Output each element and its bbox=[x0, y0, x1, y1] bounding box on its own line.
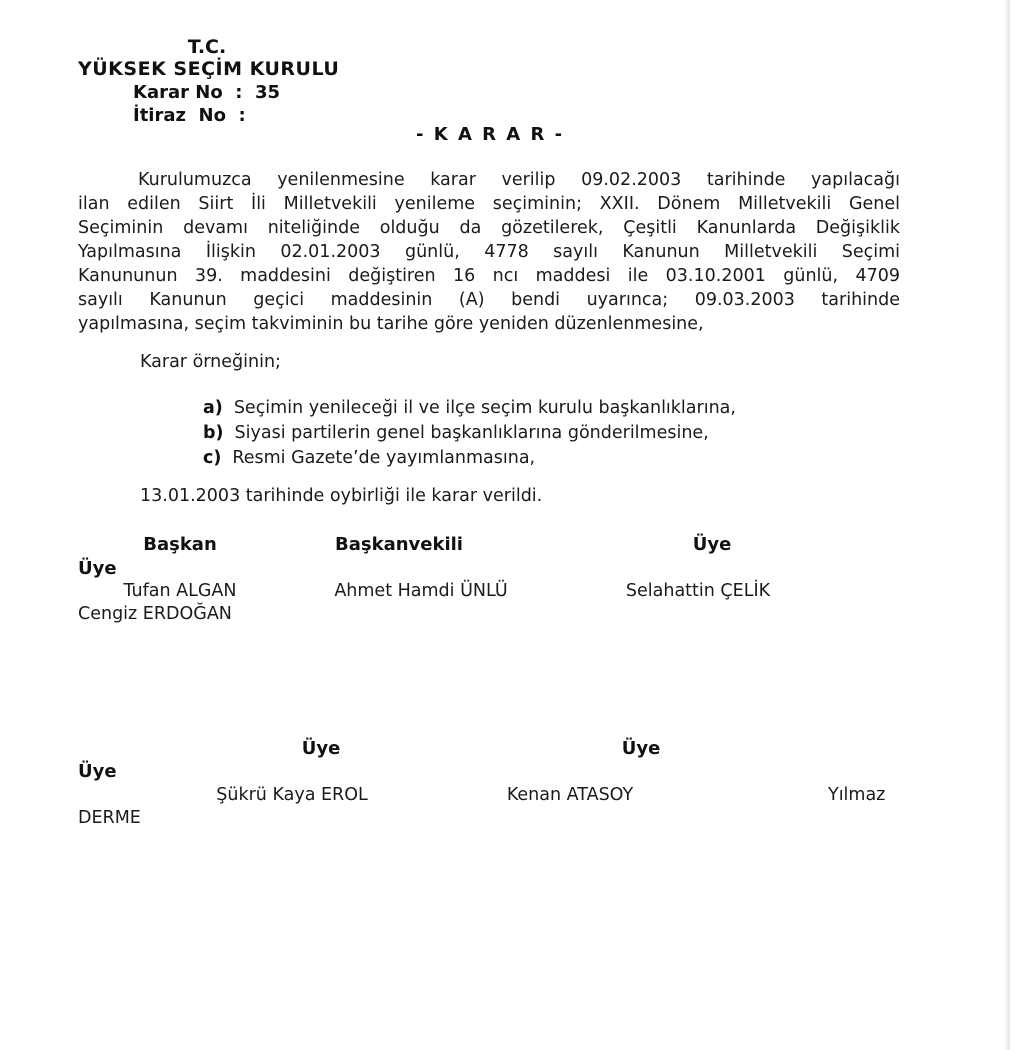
signer-yilmaz: Yılmaz bbox=[828, 785, 886, 805]
signer-tufan-algan: Tufan ALGAN bbox=[123, 581, 237, 601]
role-uye-1: Üye bbox=[692, 534, 732, 555]
list-text-a: Seçimin yenileceği il ve ilçe seçim kurulu başkanlıklarına, bbox=[233, 398, 736, 418]
institution-name: YÜKSEK SEÇİM KURULU bbox=[78, 58, 340, 80]
paragraph-line: ilan edilen Siirt İli Milletvekili yenileme seçiminin; XXII. Dönem Milletvekili Genel bbox=[78, 194, 900, 214]
paragraph-line: Kanununun 39. maddesini değiştiren 16 ncı maddesi ile 03.10.2001 günlü, 4709 bbox=[78, 266, 900, 286]
list-marker-b: b) bbox=[203, 423, 224, 443]
signer-selahattin-celik: Selahattin ÇELİK bbox=[625, 581, 771, 601]
role-baskan: Başkan bbox=[143, 534, 217, 555]
paragraph-line: yapılmasına, seçim takviminin bu tarihe göre yeniden düzenlenmesine, bbox=[78, 314, 704, 334]
role-uye-wrapped-2: Üye bbox=[78, 761, 117, 782]
paragraph-line: Kurulumuzca yenilenmesine karar verilip 09.02.2003 tarihinde yapılacağı bbox=[138, 170, 900, 190]
list-item-c bbox=[203, 446, 736, 471]
distribution-list bbox=[203, 396, 736, 471]
list-item-a bbox=[203, 396, 736, 421]
decision-body-paragraph bbox=[78, 168, 900, 336]
list-text-c: Resmi Gazete’de yayımlanmasına, bbox=[232, 448, 536, 468]
paragraph-line: sayılı Kanunun geçici maddesinin (A) bendi uyarınca; 09.03.2003 tarihinde bbox=[78, 290, 900, 310]
signer-cengiz-erdogan: Cengiz ERDOĞAN bbox=[78, 604, 232, 624]
signer-sukru-kaya-erol: Şükrü Kaya EROL bbox=[216, 785, 368, 805]
page-edge-shadow bbox=[1005, 0, 1010, 1050]
decision-date-line: 13.01.2003 tarihinde oybirliği ile karar verildi. bbox=[140, 486, 543, 506]
paragraph-line: Yapılmasına İlişkin 02.01.2003 günlü, 4778 sayılı Kanunun Milletvekili Seçimi bbox=[78, 242, 900, 262]
role-uye-wrapped-1: Üye bbox=[78, 558, 117, 579]
distribution-intro: Karar örneğinin; bbox=[140, 352, 281, 372]
signer-ahmet-hamdi-unlu: Ahmet Hamdi ÜNLÜ bbox=[334, 581, 508, 601]
decision-number: Karar No : 35 bbox=[133, 82, 281, 103]
signer-kenan-atasoy: Kenan ATASOY bbox=[506, 785, 634, 805]
decision-title: - K A R A R - bbox=[416, 124, 565, 145]
role-uye-2: Üye bbox=[301, 738, 341, 759]
republic-abbreviation: T.C. bbox=[187, 36, 227, 58]
list-text-b: Siyasi partilerin genel başkanlıklarına gönderilmesine, bbox=[234, 423, 709, 443]
signer-derme-wrapped: DERME bbox=[78, 808, 141, 828]
list-marker-c: c) bbox=[203, 448, 222, 468]
appeal-number: İtiraz No : bbox=[133, 105, 246, 126]
list-marker-a: a) bbox=[203, 398, 223, 418]
list-item-b bbox=[203, 421, 736, 446]
role-uye-3: Üye bbox=[621, 738, 661, 759]
paragraph-line: Seçiminin devamı niteliğinde olduğu da gözetilerek, Çeşitli Kanunlarda Değişiklik bbox=[78, 218, 900, 238]
role-baskanvekili: Başkanvekili bbox=[335, 534, 463, 555]
